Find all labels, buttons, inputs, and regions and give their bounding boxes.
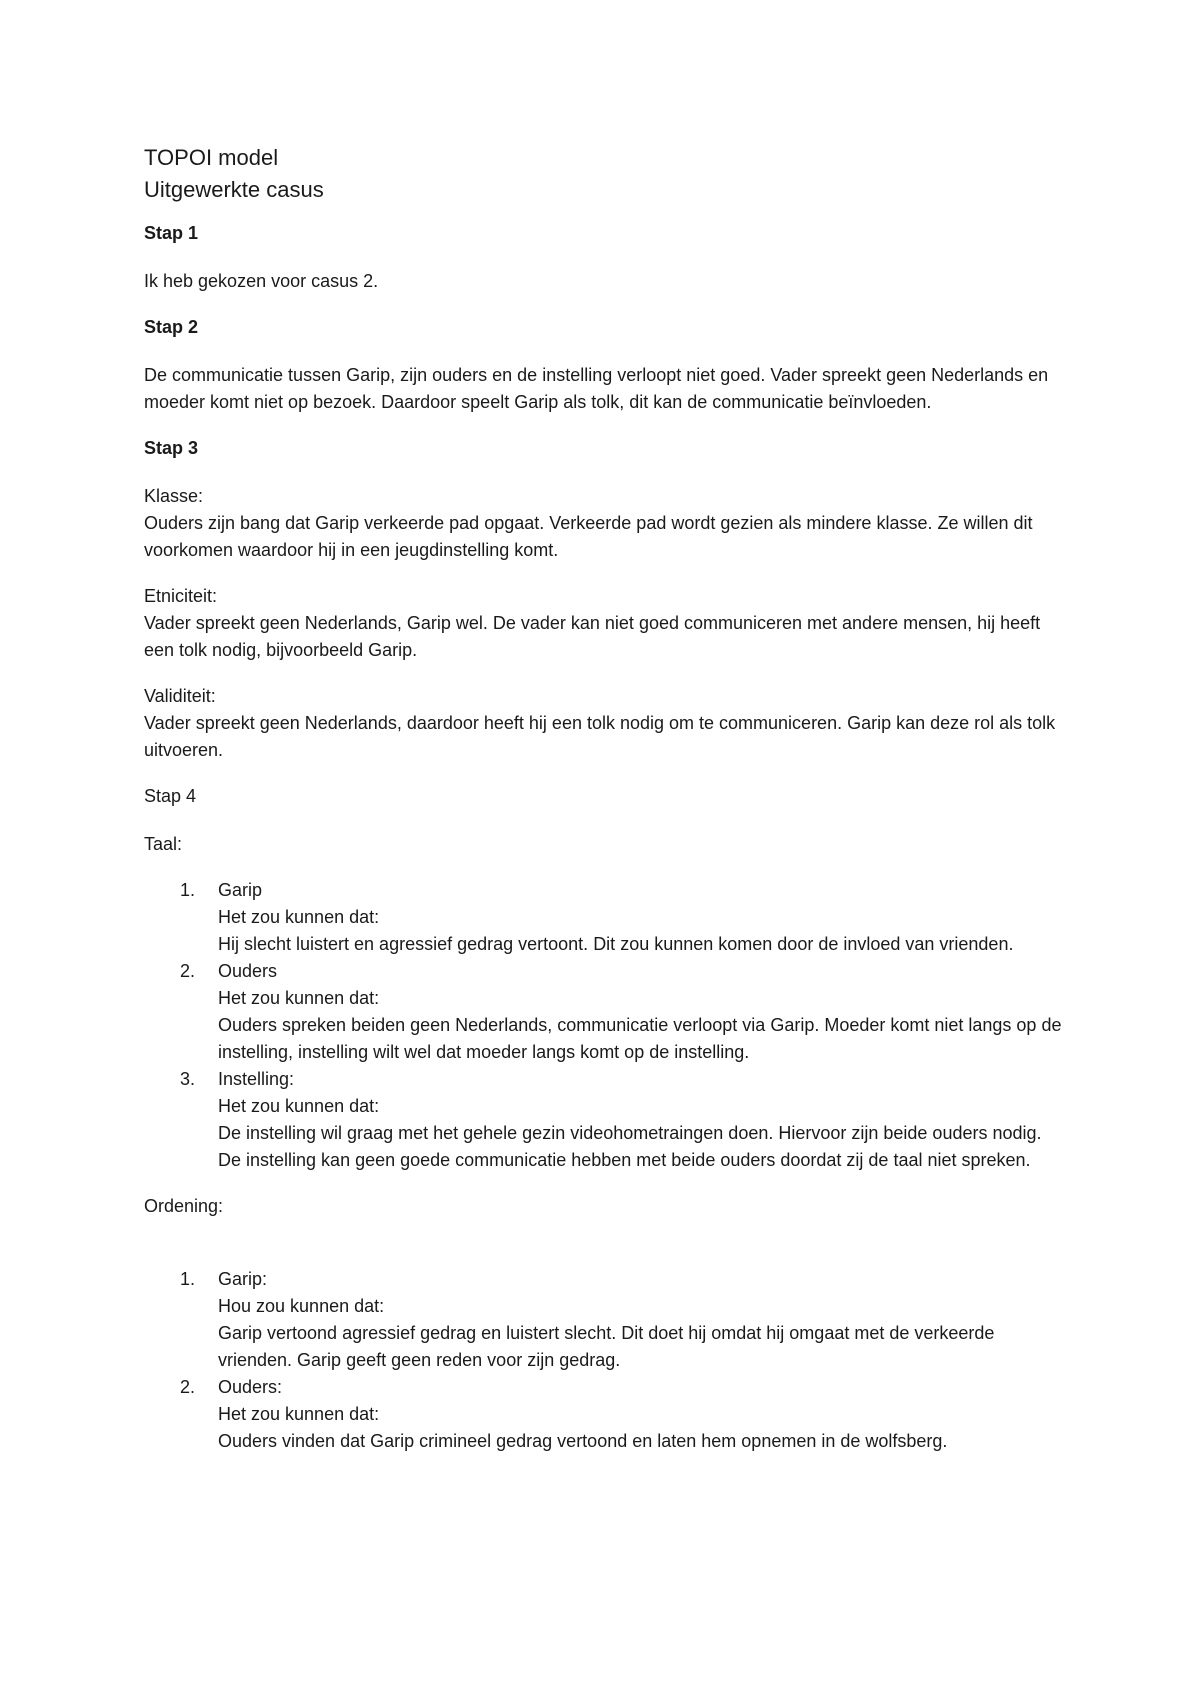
step-2-text: De communicatie tussen Garip, zijn ouders en de instelling verloopt niet goed. Vader spreekt geen Nederlands en moeder komt niet op bezoek. Daardoor speelt Garip als tolk, dit kan de communicatie beïnvloeden.: [144, 365, 1049, 412]
list-item-intro: Het zou kunnen dat:: [218, 1404, 380, 1424]
list-item-text: Hij slecht luistert en agressief gedrag vertoont. Dit zou kunnen komen door de invloed van vrienden.: [218, 934, 1014, 954]
document-page: [144, 142, 1064, 1474]
validiteit-label: Validiteit:: [144, 686, 216, 706]
list-item-name: Garip:: [218, 1269, 268, 1289]
list-item: [144, 1374, 1064, 1455]
list-item-intro: Het zou kunnen dat:: [218, 907, 380, 927]
step-2-heading: Stap 2: [144, 317, 199, 337]
taal-list: [144, 877, 1064, 1174]
list-item: [144, 877, 1064, 958]
ordening-list: [144, 1266, 1064, 1455]
list-item-text: Garip vertoond agressief gedrag en luistert slecht. Dit doet hij omdat hij omgaat met de verkeerde vrienden. Garip geeft geen reden voor zijn gedrag.: [218, 1323, 995, 1370]
document-title: TOPOI model: [144, 145, 279, 170]
list-item-number: 2.: [180, 1377, 196, 1397]
document-subtitle: Uitgewerkte casus: [144, 177, 324, 202]
step-1-text: Ik heb gekozen voor casus 2.: [144, 271, 379, 291]
etniciteit-text: Vader spreekt geen Nederlands, Garip wel. De vader kan niet goed communiceren met andere mensen, hij heeft een tolk nodig, bijvoorbeeld Garip.: [144, 613, 1041, 660]
list-item-number: 1.: [180, 880, 196, 900]
list-item-intro: Het zou kunnen dat:: [218, 988, 380, 1008]
list-item-name: Garip: [218, 880, 263, 900]
klasse-text: Ouders zijn bang dat Garip verkeerde pad opgaat. Verkeerde pad wordt gezien als mindere klasse. Ze willen dit voorkomen waardoor hij in een jeugdinstelling komt.: [144, 513, 1033, 560]
etniciteit-label: Etniciteit:: [144, 586, 218, 606]
ordening-label: Ordening:: [144, 1196, 224, 1216]
etniciteit-block: [144, 583, 1064, 664]
list-item-name: Ouders: [218, 961, 278, 981]
validiteit-block: [144, 683, 1064, 764]
list-item-text: Ouders vinden dat Garip crimineel gedrag vertoond en laten hem opnemen in de wolfsberg.: [218, 1431, 948, 1451]
step-4-heading: Stap 4: [144, 786, 197, 806]
step-1-heading: Stap 1: [144, 223, 199, 243]
list-item-intro: Het zou kunnen dat:: [218, 1096, 380, 1116]
klasse-block: [144, 483, 1064, 564]
taal-label: Taal:: [144, 834, 183, 854]
list-item-number: 3.: [180, 1069, 196, 1089]
list-item-number: 1.: [180, 1269, 196, 1289]
list-item-name: Instelling:: [218, 1069, 295, 1089]
list-item: [144, 958, 1064, 1066]
list-item: [144, 1066, 1064, 1174]
step-3-heading: Stap 3: [144, 438, 199, 458]
list-item-number: 2.: [180, 961, 196, 981]
list-item-name: Ouders:: [218, 1377, 283, 1397]
list-item-text: De instelling wil graag met het gehele gezin videohometraingen doen. Hiervoor zijn beide ouders nodig. De instelling kan geen goede communicatie hebben met beide ouders doordat zij de taal niet spreken.: [218, 1123, 1042, 1170]
list-item-text: Ouders spreken beiden geen Nederlands, communicatie verloopt via Garip. Moeder komt niet langs op de instelling, instelling wilt wel dat moeder langs komt op de instelling.: [218, 1015, 1062, 1062]
list-item: [144, 1266, 1064, 1374]
list-item-intro: Hou zou kunnen dat:: [218, 1296, 385, 1316]
klasse-label: Klasse:: [144, 486, 204, 506]
validiteit-text: Vader spreekt geen Nederlands, daardoor heeft hij een tolk nodig om te communiceren. Garip kan deze rol als tolk uitvoeren.: [144, 713, 1056, 760]
